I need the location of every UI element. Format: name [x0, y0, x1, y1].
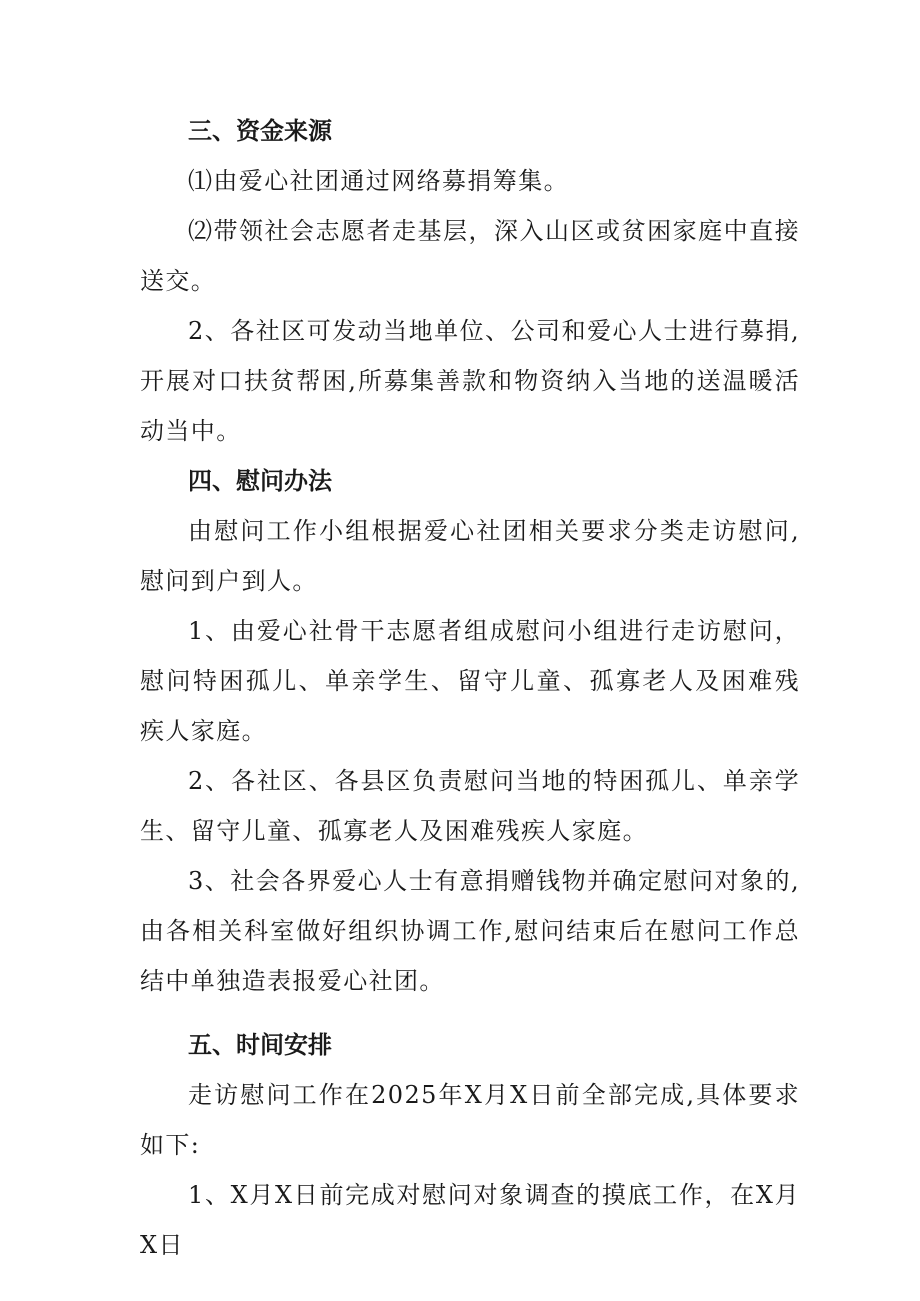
- section-schedule: [140, 1020, 800, 1270]
- section-funding-source: [140, 106, 800, 456]
- paragraph: ⑵带领社会志愿者走基层，深入山区或贫困家庭中直接送交。: [140, 217, 800, 295]
- paragraph: ⑴由爱心社团通过网络募捐筹集。: [188, 167, 569, 195]
- paragraph: 1、X月X日前完成对慰问对象调查的摸底工作，在X月X日: [140, 1181, 800, 1259]
- section-spacer: [140, 1006, 800, 1020]
- paragraph: 走访慰问工作在2025年X月X日前全部完成,具体要求如下:: [140, 1081, 800, 1159]
- paragraph: 1、由爱心社骨干志愿者组成慰问小组进行走访慰问，慰问特困孤儿、单亲学生、留守儿童、孤寡老人及困难残疾人家庭。: [140, 617, 800, 745]
- section-heading: 三、资金来源: [188, 117, 332, 145]
- paragraph: 3、社会各界爱心人士有意捐赠钱物并确定慰问对象的,由各相关科室做好组织协调工作,慰问结束后在慰问工作总结中单独造表报爱心社团。: [140, 867, 800, 995]
- document-page: [140, 106, 800, 1270]
- paragraph: 由慰问工作小组根据爱心社团相关要求分类走访慰问,慰问到户到人。: [140, 517, 800, 595]
- section-heading: 五、时间安排: [188, 1031, 332, 1059]
- section-visit-method: [140, 456, 800, 1006]
- paragraph: 2、各社区、各县区负责慰问当地的特困孤儿、单亲学生、留守儿童、孤寡老人及困难残疾人家庭。: [140, 767, 800, 845]
- paragraph: 2、各社区可发动当地单位、公司和爱心人士进行募捐,开展对口扶贫帮困,所募集善款和物资纳入当地的送温暖活动当中。: [140, 317, 800, 445]
- section-heading: 四、慰问办法: [188, 467, 332, 495]
